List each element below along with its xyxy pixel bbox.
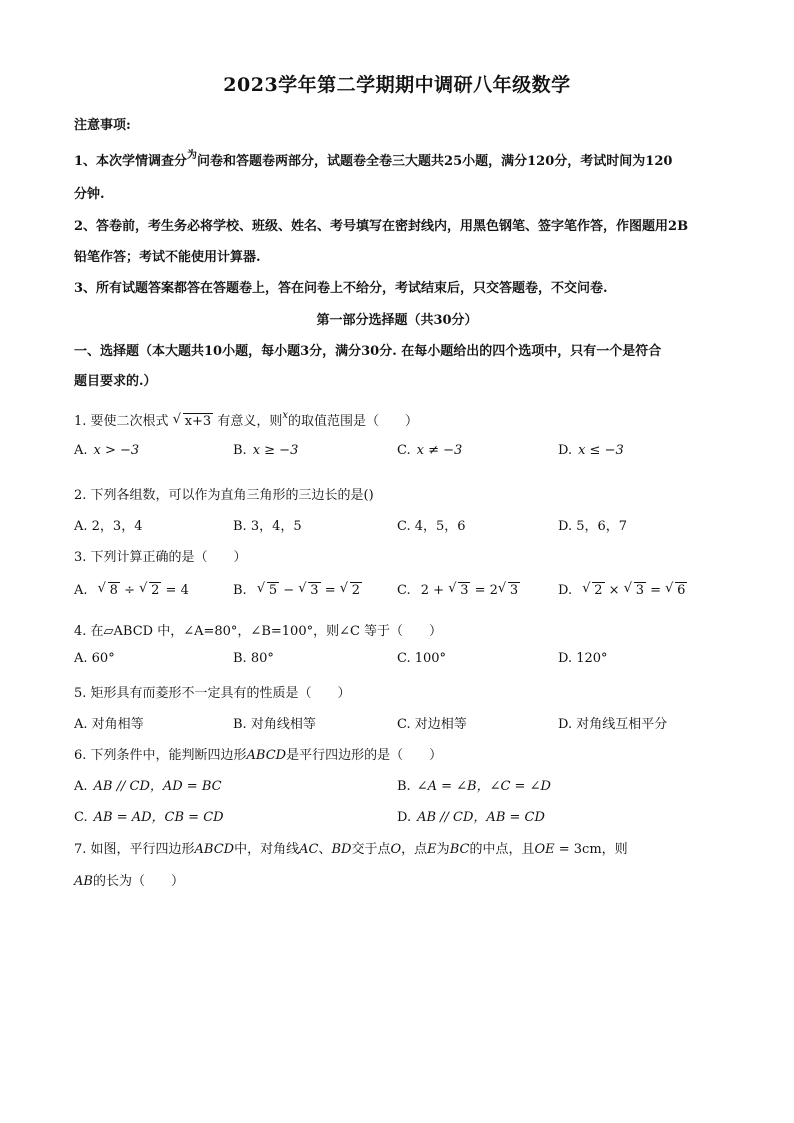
question-5-stem: 5. 矩形具有而菱形不一定具有的性质是（ ）	[74, 686, 351, 701]
notice-item-3: 3、所有试题答案都答在答题卷上，答在问卷上不给分，考试结束后，只交答题卷，不交问卷.	[74, 281, 608, 296]
question-1-option-a: A. x > −3	[74, 443, 140, 458]
question-4-stem: 4. 在▱ABCD 中，∠A=80°，∠B=100°，则∠C 等于（ ）	[74, 624, 443, 639]
question-5-option-d: D. 对角线互相平分	[558, 717, 668, 732]
question-5-option-a: A. 对角相等	[74, 717, 144, 732]
question-7-stem: 7. 如图，平行四边形ABCD中，对角线AC、BD交于点O，点E为BC的中点，且OE = 3cm，则	[74, 842, 628, 857]
notice-item-2-cont: 铅笔作答；考试不能使用计算器.	[74, 250, 261, 265]
question-2-option-d: D. 5，6，7	[558, 519, 628, 534]
question-6-option-a: A. AB // CD，AD = BC	[74, 779, 222, 794]
question-6-option-c: C. AB = AD，CB = CD	[74, 810, 224, 825]
question-4-option-a: A. 60°	[74, 651, 115, 666]
question-6-stem: 6. 下列条件中，能判断四边形ABCD是平行四边形的是（ ）	[74, 748, 443, 763]
question-6-option-b: B. ∠A = ∠B，∠C = ∠D	[397, 779, 551, 794]
question-2-option-c: C. 4，5，6	[397, 519, 466, 534]
notice-heading: 注意事项:	[74, 118, 131, 133]
question-2-stem: 2. 下列各组数，可以作为直角三角形的三边长的是()	[74, 488, 374, 503]
question-3-option-a: A. √ 8 ÷ √ 2 = 4	[74, 581, 189, 598]
question-4-option-b: B. 80°	[233, 651, 274, 666]
question-3-option-d: D. √ 2 × √ 3 = √ 6	[558, 581, 686, 598]
question-2-option-b: B. 3，4，5	[233, 519, 302, 534]
question-3-stem: 3. 下列计算正确的是（ ）	[74, 550, 247, 565]
notice-item-1: 1、本次学情调查分$^为$问卷和答题卷两部分，试题卷全卷三大题共25小题，满分120分，考试时间为120	[74, 150, 673, 169]
question-1-stem: 1. 要使二次根式 √ x+3 有意义，则$^x$的取值范围是（ ）	[74, 410, 418, 429]
question-1-option-c: C. x ≠ −3	[397, 443, 463, 458]
question-5-option-c: C. 对边相等	[397, 717, 467, 732]
section1-instructions-cont: 题目要求的.）	[74, 374, 157, 389]
sqrt-expression: √ x+3	[172, 412, 212, 429]
question-1-option-d: D. x ≤ −3	[558, 443, 624, 458]
question-5-option-b: B. 对角线相等	[233, 717, 316, 732]
question-4-option-d: D. 120°	[558, 651, 608, 666]
question-1-option-b: B. x ≥ −3	[233, 443, 299, 458]
part1-heading: 第一部分选择题（共30分）	[316, 313, 478, 328]
exam-title: 2023学年第二学期期中调研八年级数学	[223, 74, 571, 96]
section1-instructions: 一、选择题（本大题共10小题，每小题3分，满分30分. 在每小题给出的四个选项中，只有一个是符合	[74, 344, 662, 359]
question-6-option-d: D. AB // CD，AB = CD	[397, 810, 545, 825]
question-3-option-b: B. √ 5 − √ 3 = √ 2	[233, 581, 361, 598]
question-2-option-a: A. 2，3，4	[74, 519, 143, 534]
question-7-stem-cont: AB的长为（ ）	[74, 874, 184, 889]
question-4-option-c: C. 100°	[397, 651, 447, 666]
notice-item-2: 2、答卷前，考生务必将学校、班级、姓名、考号填写在密封线内，用黑色钢笔、签字笔作答，作图题用2B	[74, 219, 689, 234]
notice-item-1-cont: 分钟.	[74, 187, 105, 202]
question-3-option-c: C. 2 + √ 3 = 2 √ 3	[397, 581, 519, 598]
